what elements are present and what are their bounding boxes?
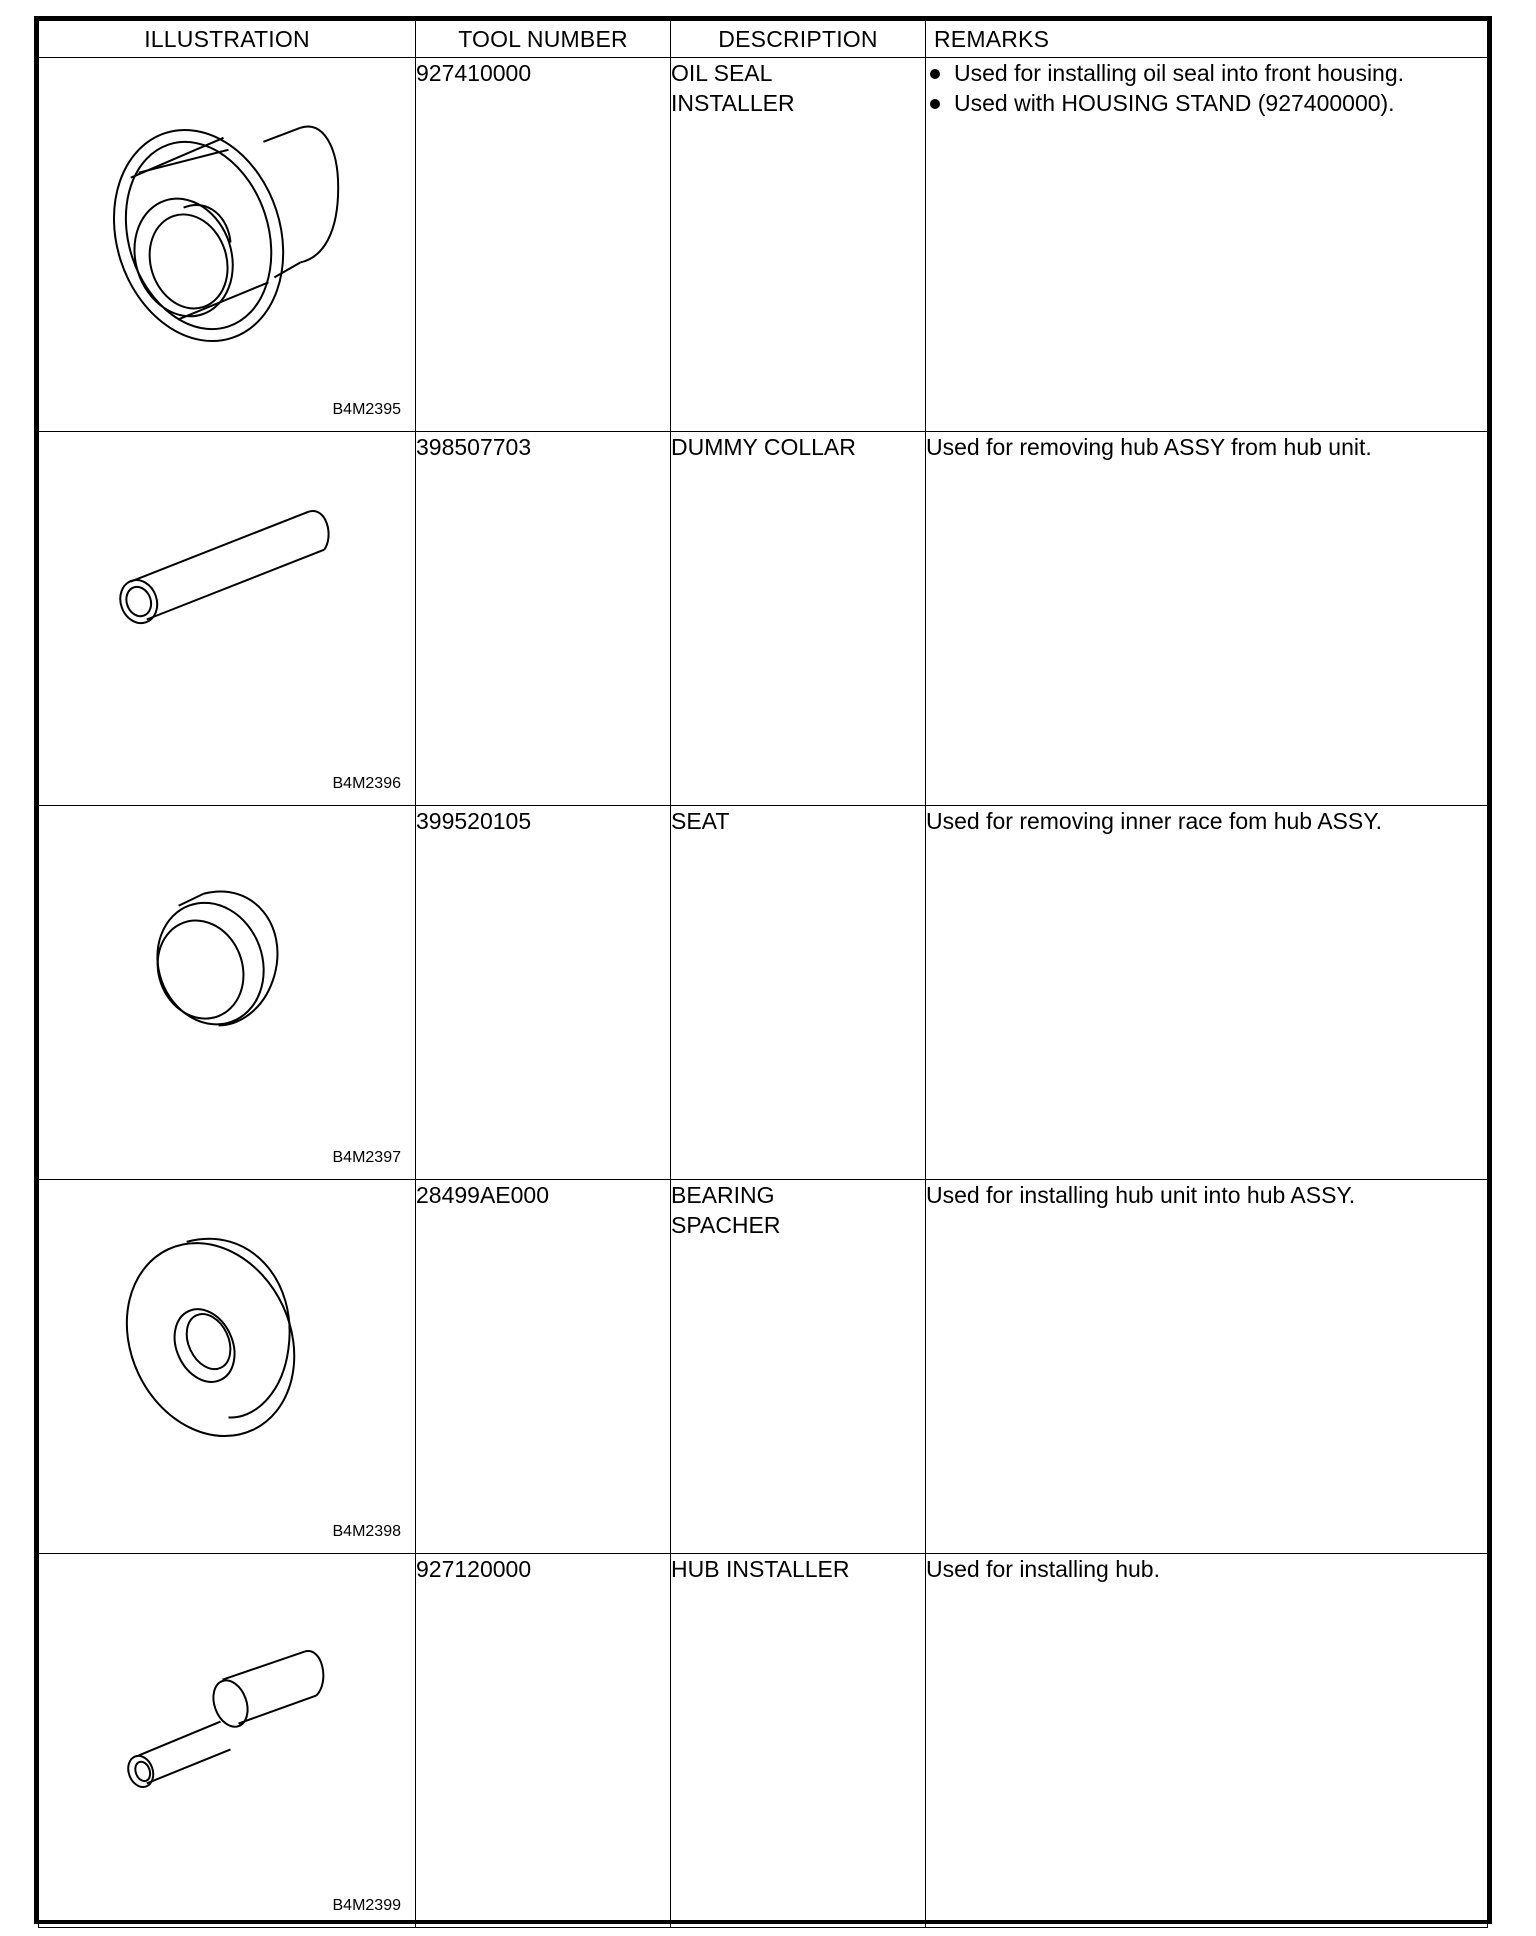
table-row (39, 1554, 1488, 1928)
header-description: DESCRIPTION (671, 21, 926, 58)
bearing-spacher-illustration (39, 1180, 415, 1553)
illustration-cell (39, 1180, 416, 1554)
special-tools-table (38, 20, 1488, 1928)
tool-remarks (926, 1180, 1488, 1554)
table-header-row (39, 21, 1488, 58)
illustration-cell (39, 1554, 416, 1928)
remarks-list (926, 58, 1487, 118)
tool-description (671, 1554, 926, 1928)
figure-code: B4M2399 (332, 1897, 401, 1914)
tool-number: 927410000 (416, 58, 671, 432)
tool-number: 927120000 (416, 1554, 671, 1928)
tool-number: 28499AE000 (416, 1180, 671, 1554)
remark-item: Used for removing hub ASSY from hub unit. (926, 434, 1372, 460)
tool-remarks (926, 1554, 1488, 1928)
illustration-cell (39, 806, 416, 1180)
remark-item: Used for installing hub. (926, 1556, 1160, 1582)
illustration-cell (39, 58, 416, 432)
description-line: DUMMY COLLAR (671, 434, 856, 460)
table-row (39, 432, 1488, 806)
tool-remarks (926, 806, 1488, 1180)
dummy-collar-illustration (39, 432, 415, 805)
description-line: BEARING (671, 1182, 775, 1208)
tool-description (671, 1180, 926, 1554)
remark-item: Used with HOUSING STAND (927400000). (926, 88, 1487, 118)
tool-remarks (926, 432, 1488, 806)
tool-description (671, 58, 926, 432)
oil-seal-installer-illustration (39, 58, 415, 431)
description-line: SPACHER (671, 1212, 781, 1238)
figure-code: B4M2396 (332, 775, 401, 792)
description-line: OIL SEAL (671, 60, 773, 86)
remark-item: Used for removing inner race fom hub ASSY. (926, 808, 1382, 834)
header-illustration: ILLUSTRATION (39, 21, 416, 58)
table-row (39, 806, 1488, 1180)
description-line: HUB INSTALLER (671, 1556, 850, 1582)
header-tool-number: TOOL NUMBER (416, 21, 671, 58)
figure-code: B4M2395 (332, 401, 401, 418)
hub-installer-illustration (39, 1554, 415, 1927)
table-row (39, 1180, 1488, 1554)
illustration-cell (39, 432, 416, 806)
tool-description (671, 806, 926, 1180)
figure-code: B4M2397 (332, 1149, 401, 1166)
special-tools-sheet (34, 16, 1492, 1924)
tool-description (671, 432, 926, 806)
figure-code: B4M2398 (332, 1523, 401, 1540)
description-line: INSTALLER (671, 90, 795, 116)
tool-number: 399520105 (416, 806, 671, 1180)
header-remarks: REMARKS (926, 21, 1488, 58)
tool-remarks (926, 58, 1488, 432)
seat-illustration (39, 806, 415, 1179)
remark-item: Used for installing oil seal into front housing. (926, 58, 1487, 88)
remark-item: Used for installing hub unit into hub ASSY. (926, 1182, 1356, 1208)
description-line: SEAT (671, 808, 730, 834)
table-row (39, 58, 1488, 432)
tool-number: 398507703 (416, 432, 671, 806)
